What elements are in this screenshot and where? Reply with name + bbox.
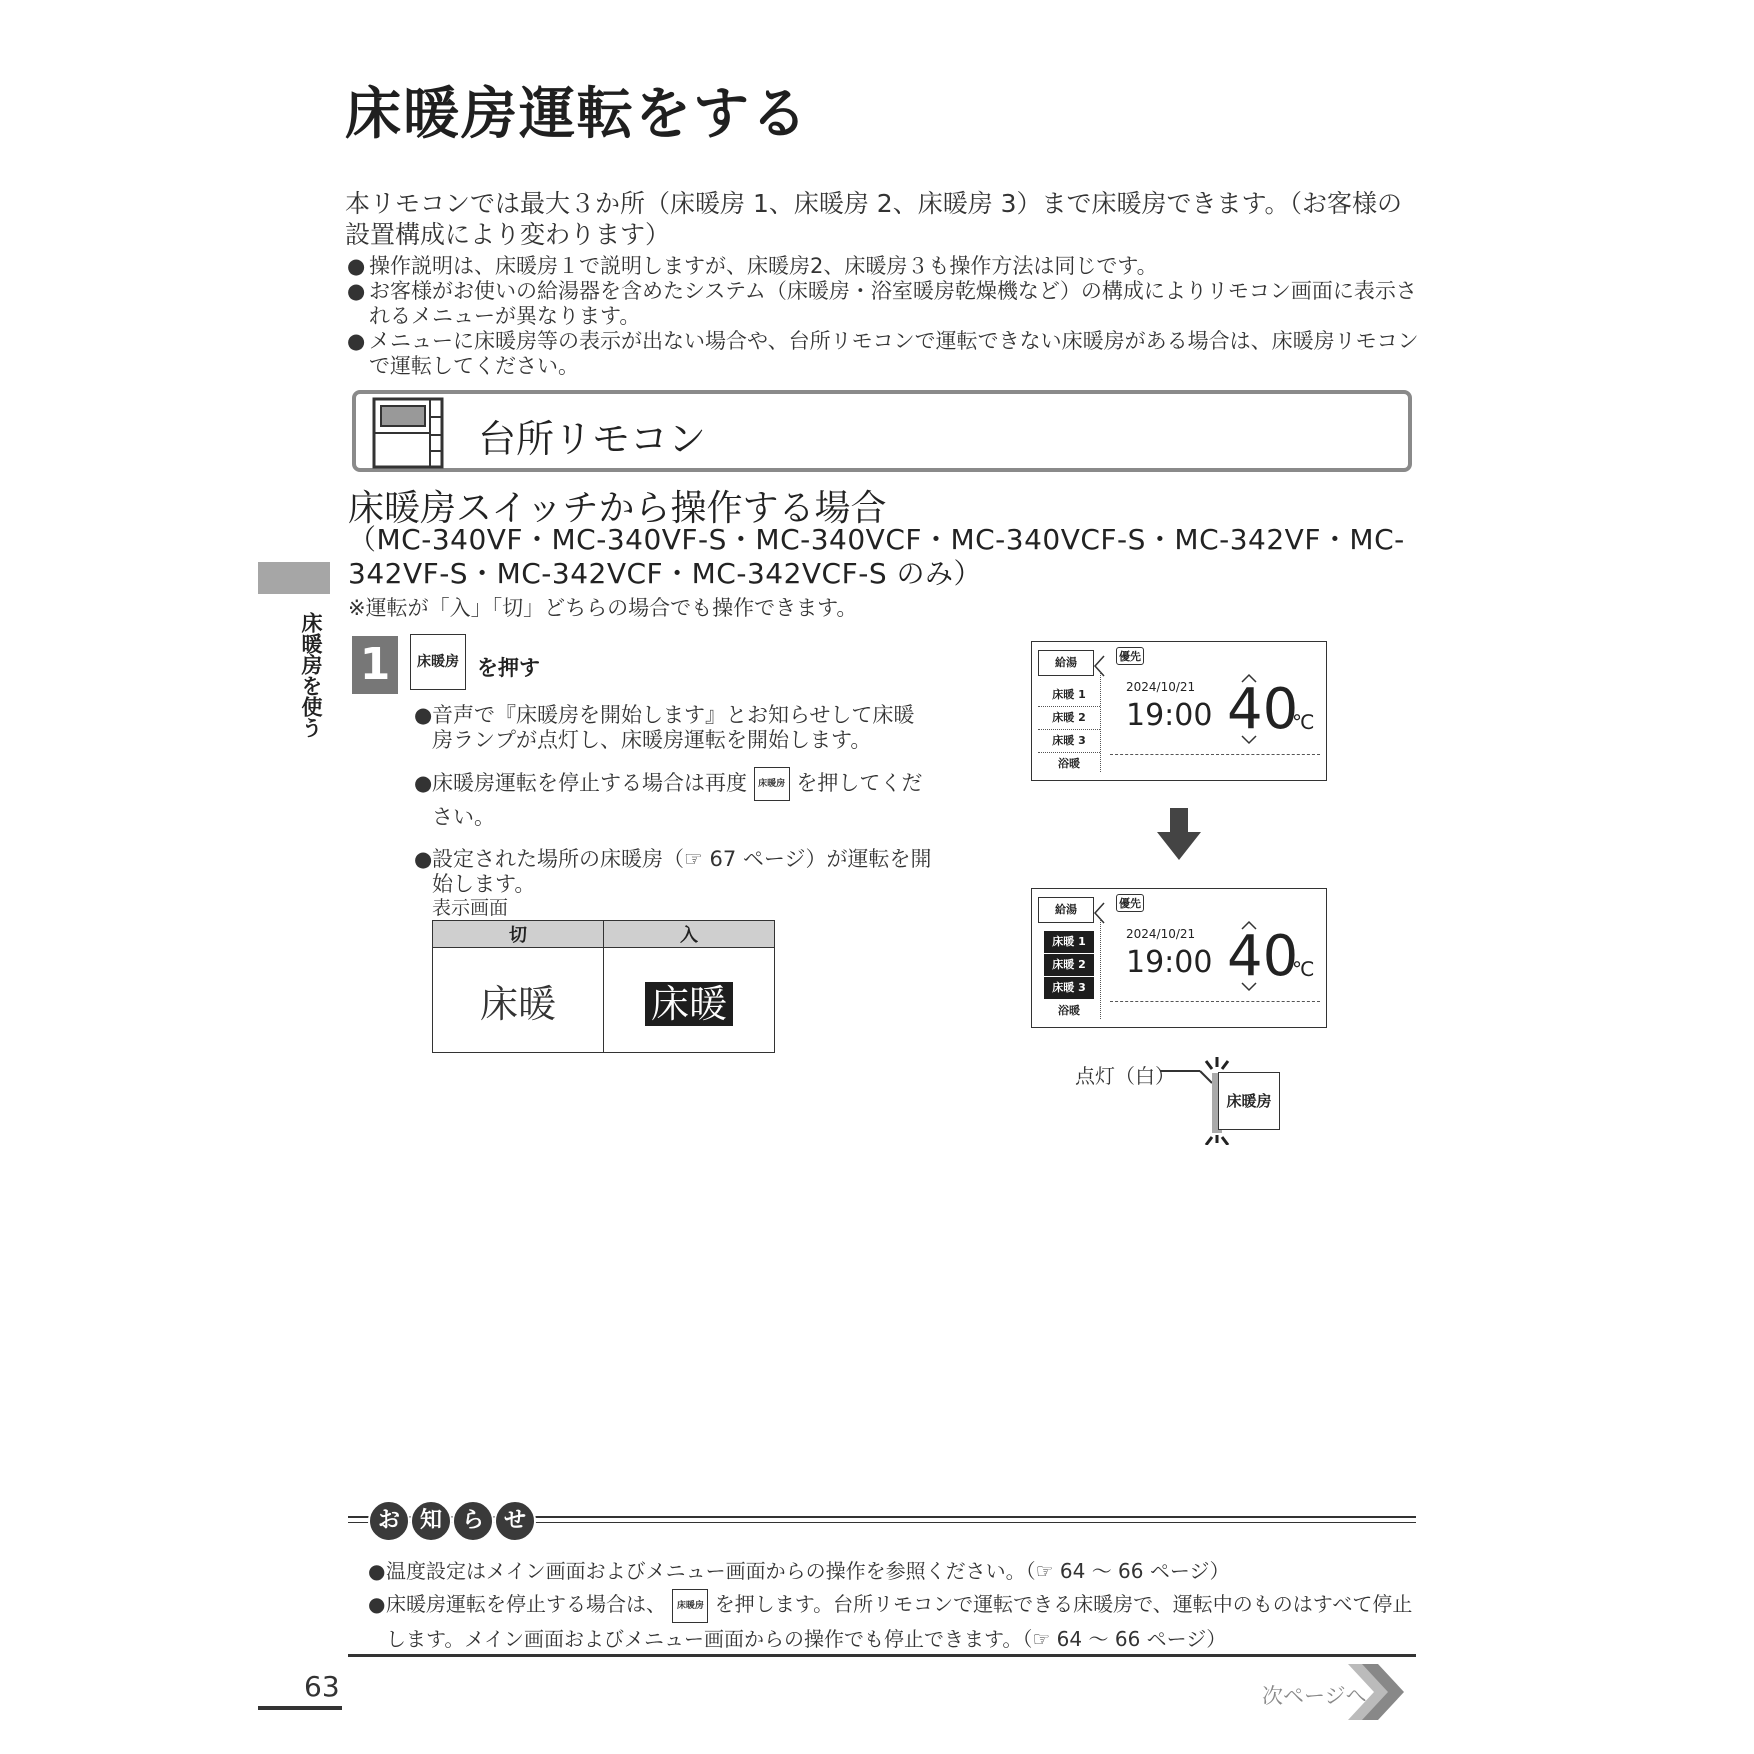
screen-item: 床暖 3 xyxy=(1038,730,1100,753)
notice-bullet: ● 温度設定はメイン画面およびメニュー画面からの操作を参照ください。（☞ 64 ～ 66 ページ） xyxy=(368,1559,1230,1583)
screen-item: 床暖 2 xyxy=(1038,707,1100,730)
screen-date: 2024/10/21 xyxy=(1126,680,1196,694)
notice-char: 知 xyxy=(410,1500,452,1542)
display-table xyxy=(432,920,775,1053)
screen-item-active: 床暖 2 xyxy=(1044,954,1094,977)
screen-item: 床暖 1 xyxy=(1038,684,1100,707)
intro-text: 本リモコンでは最大３か所（床暖房 1、床暖房 2、床暖房 3）まで床暖房できます。（お客様の設置構成により変わります） xyxy=(345,189,1403,249)
floor-heat-button-inline: 床暖房 xyxy=(754,767,790,801)
screen-yusen-badge: 優先 xyxy=(1116,647,1144,665)
chevron-down-icon xyxy=(1240,981,1258,993)
note-text: ※運転が「入」「切」どちらの場合でも操作できます。 xyxy=(348,596,858,620)
screen-temperature: 40 xyxy=(1227,924,1299,989)
chevron-down-icon xyxy=(1240,734,1258,746)
display-label: 表示画面 xyxy=(432,897,509,919)
notice-char: お xyxy=(368,1500,410,1542)
floor-heat-button-inline: 床暖房 xyxy=(672,1589,708,1623)
screen-temperature: 40 xyxy=(1227,677,1299,742)
screen-kyuto: 給湯 xyxy=(1038,650,1094,676)
side-tab-marker xyxy=(258,562,330,594)
screen-time: 19:00 xyxy=(1126,945,1213,980)
arrow-down-icon xyxy=(1157,808,1201,864)
floor-heat-lamp-button: 床暖房 xyxy=(1218,1072,1280,1130)
step-action: を押す xyxy=(477,656,540,680)
screen-item: 浴暖 xyxy=(1058,757,1080,770)
remocon-title: 台所リモコン xyxy=(478,417,707,461)
step-number: 1 xyxy=(352,636,398,694)
notice-heading xyxy=(368,1500,536,1542)
display-on: 床暖 xyxy=(604,948,775,1053)
remote-control-icon xyxy=(372,397,444,473)
screen-unit: ℃ xyxy=(1292,957,1315,981)
bullet-item: ● お客様がお使いの給湯器を含めたシステム（床暖房・浴室暖房乾燥機など）の構成によりリモコン画面に表示されるメニューが異なります。 xyxy=(347,279,1417,328)
col-on: 入 xyxy=(604,921,775,948)
screen-item: 浴暖 xyxy=(1058,1004,1080,1017)
remote-screen-before xyxy=(1031,641,1327,781)
bullet-item: ● メニューに床暖房等の表示が出ない場合や、台所リモコンで運転できない床暖房がある場合は、床暖房リモコンで運転してください。 xyxy=(347,329,1419,378)
remote-screen-after xyxy=(1031,888,1327,1028)
screen-time: 19:00 xyxy=(1126,698,1213,733)
chevron-left-icon xyxy=(1092,901,1106,925)
notice-char: せ xyxy=(494,1500,536,1542)
floor-heat-button[interactable]: 床暖房 xyxy=(410,634,466,690)
notice-char: ら xyxy=(452,1500,494,1542)
screen-yusen-badge: 優先 xyxy=(1116,894,1144,912)
screen-unit: ℃ xyxy=(1292,710,1315,734)
side-chapter-label: 床暖房を使う xyxy=(299,612,323,738)
next-page-link[interactable]: 次ページへ xyxy=(1262,1684,1367,1708)
screen-date: 2024/10/21 xyxy=(1126,927,1196,941)
screen-item-active: 床暖 1 xyxy=(1044,931,1094,954)
step-bullet: ● 設定された場所の床暖房（☞ 67 ページ）が運転を開始します。 xyxy=(414,847,932,896)
screen-kyuto: 給湯 xyxy=(1038,897,1094,923)
lamp-label: 点灯（白） xyxy=(1075,1064,1175,1088)
page-title: 床暖房運転をする xyxy=(345,82,809,147)
intro-bullets xyxy=(345,254,1425,379)
notice-bullet: ● 床暖房運転を停止する場合は、 床暖房 を押します。台所リモコンで運転できる床暖房で、運転中のものはすべて停止します。メイン画面およびメニュー画面からの操作でも停止できます。（☞ 64 ～ 66 ページ） xyxy=(368,1588,1418,1656)
double-chevron-right-icon[interactable] xyxy=(1348,1664,1408,1724)
col-off: 切 xyxy=(433,921,604,948)
step-bullet: ● 音声で『床暖房を開始します』とお知らせして床暖房ランプが点灯し、床暖房運転を開始します。 xyxy=(414,703,915,752)
page-number: 63 xyxy=(304,1670,340,1703)
step-bullets xyxy=(414,703,934,897)
display-off: 床暖 xyxy=(433,948,604,1053)
section-title: 床暖房スイッチから操作する場合 xyxy=(348,488,887,529)
model-list: （MC-340VF・MC-340VF-S・MC-340VCF・MC-340VCF-S・MC-342VF・MC-342VF-S・MC-342VCF・MC-342VCF-S のみ） xyxy=(348,523,1405,590)
screen-item-active: 床暖 3 xyxy=(1044,977,1094,1000)
notice-text xyxy=(368,1555,1418,1656)
bullet-item: ● 操作説明は、床暖房１で説明しますが、床暖房2、床暖房３も操作方法は同じです。 xyxy=(347,254,1158,278)
step-bullet: ● 床暖房運転を停止する場合は再度 床暖房 を押してください。 xyxy=(414,767,934,833)
chevron-left-icon xyxy=(1092,654,1106,678)
